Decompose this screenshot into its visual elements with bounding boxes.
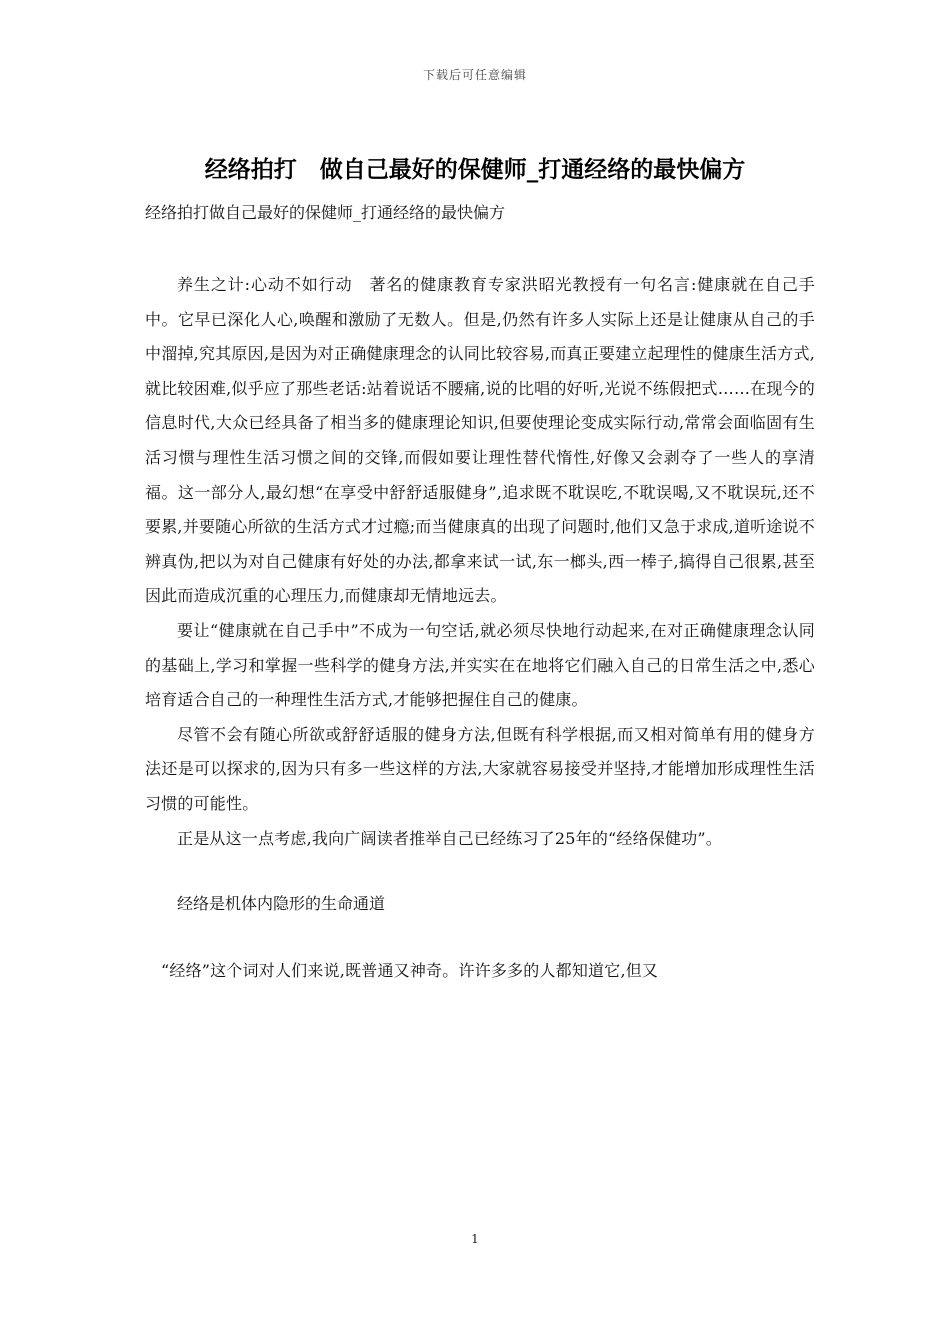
body-paragraph: 正是从这一点考虑,我向广阔读者推举自己已经练习了25年的“经络保健功”。: [177, 828, 723, 848]
page-header-note: 下载后可任意编辑: [422, 68, 527, 82]
document-body: [145, 268, 815, 989]
page-number: 1: [471, 1232, 479, 1246]
body-paragraph: “经络”这个词对人们来说,既普通又神奇。许许多多的人都知道它,但又: [161, 961, 659, 981]
body-paragraph: 尽管不会有随心所欲或舒舒适服的健身方法,但既有科学根据,而又相对简单有用的健身方法还是可以探求的,因为只有多一些这样的方法,大家就容易接受并坚持,才能增加形成理性生活习惯的可能性。: [145, 724, 815, 813]
section-heading: 经络是机体内隐形的生命通道: [177, 894, 386, 914]
document-subtitle: 经络拍打做自己最好的保健师_打通经络的最快偏方: [145, 203, 506, 222]
body-paragraph: 养生之计:心动不如行动 著名的健康教育专家洪昭光教授有一句名言:健康就在自己手中。它早已深化人心,唤醒和激励了无数人。但是,仍然有许多人实际上还是让健康从自己的手中溜掉,究其原因,是因为对正确健康理念的认同比较容易,而真正要建立起理性的健康生活方式,就比较困难,似乎应了那些老话:站着说话不腰痛,说的比唱的好听,光说不练假把式……在现今的信息时代,大众已经具备了相当多的健康理论知识,但要使理论变成实际行动,常常会面临固有生活习惯与理性生活习惯之间的交锋,而假如要让理性替代惰性,好像又会剥夺了一些人的享清福。这一部分人,最幻想“在享受中舒舒适服健身”,追求既不耽误吃,不耽误喝,又不耽误玩,还不要累,并要随心所欲的生活方式才过瘾;而当健康真的出现了问题时,他们又急于求成,道听途说不辨真伪,把以为对自己健康有好处的办法,都拿来试一试,东一榔头,西一棒子,搞得自己很累,甚至因此而造成沉重的心理压力,而健康却无情地远去。: [145, 275, 815, 606]
body-paragraph: 要让“健康就在自己手中”不成为一句空话,就必须尽快地行动起来,在对正确健康理念认同的基础上,学习和掌握一些科学的健身方法,并实实在在地将它们融入自己的日常生活之中,悉心培育适合自己的一种理性生活方式,才能够把握住自己的健康。: [145, 620, 815, 710]
document-title: 经络拍打 做自己最好的保健师_打通经络的最快偏方: [204, 157, 746, 183]
